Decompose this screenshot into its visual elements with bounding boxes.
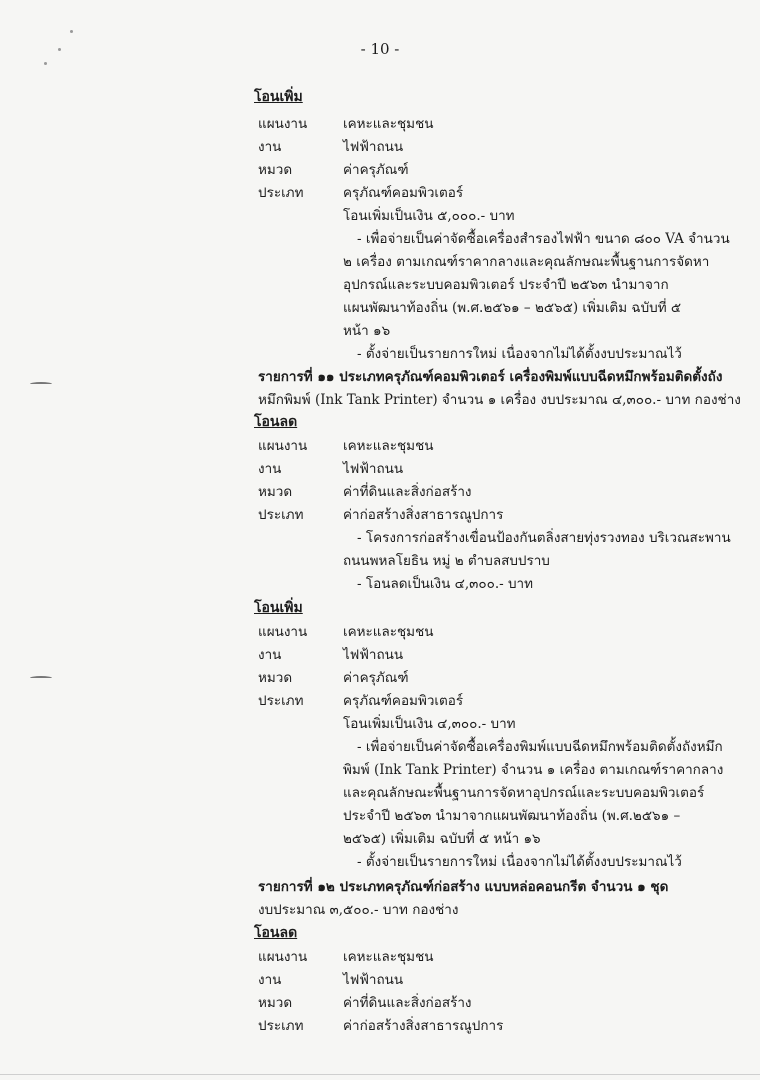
body-line: โอนเพิ่มเป็นเงิน ๕,๐๐๐.- บาท [343, 208, 515, 224]
field-row [258, 643, 403, 665]
field-row [258, 181, 463, 203]
field-row [258, 480, 472, 502]
field-label: งาน [258, 647, 282, 663]
body-line: ถนนพหลโยธิน หมู่ ๒ ตำบลสบปราบ [343, 553, 550, 569]
body-line: หน้า ๑๖ [343, 323, 391, 339]
field-row [258, 434, 433, 456]
field-value: เคหะและชุมชน [343, 949, 434, 965]
field-label: แผนงาน [258, 116, 308, 132]
body-line: - ตั้งจ่ายเป็นรายการใหม่ เนื่องจากไม่ได้ตั้งงบประมาณไว้ [357, 854, 682, 870]
field-label: แผนงาน [258, 949, 308, 965]
field-label: ประเภท [258, 185, 304, 201]
field-value: ค่าครุภัณฑ์ [343, 162, 409, 178]
field-row [258, 112, 433, 134]
field-row [258, 991, 472, 1013]
body-line: ๒ เครื่อง ตามเกณฑ์ราคากลางและคุณลักษณะพื้นฐานการจัดหา [343, 254, 710, 270]
body-line: - เพื่อจ่ายเป็นค่าจัดซื้อเครื่องสำรองไฟฟ้า ขนาด ๘๐๐ VA จำนวน [357, 231, 730, 247]
body-line: ๒๕๖๕) เพิ่มเติม ฉบับที่ ๕ หน้า ๑๖ [343, 831, 541, 847]
body-line: โอนเพิ่มเป็นเงิน ๔,๓๐๐.- บาท [343, 716, 516, 732]
field-value: ค่าก่อสร้างสิ่งสาธารณูปการ [343, 507, 504, 523]
item-title: หมึกพิมพ์ (Ink Tank Printer) จำนวน ๑ เครื่อง งบประมาณ ๔,๓๐๐.- บาท กองช่าง [258, 392, 741, 408]
field-value: ไฟฟ้าถนน [343, 647, 404, 663]
page-number: - 10 - [360, 40, 400, 58]
field-row [258, 503, 503, 525]
section-heading: โอนลด [254, 925, 298, 941]
field-value: ค่าที่ดินและสิ่งก่อสร้าง [343, 484, 472, 500]
page-bottom-edge [0, 1074, 760, 1075]
field-row [258, 666, 409, 688]
field-label: หมวด [258, 162, 293, 178]
body-line: และคุณลักษณะพื้นฐานการจัดหาอุปกรณ์และระบบคอมพิวเตอร์ [343, 785, 705, 801]
section-heading: โอนเพิ่ม [254, 600, 303, 616]
item-title: รายการที่ ๑๒ ประเภทครุภัณฑ์ก่อสร้าง แบบหล่อคอนกรีต จำนวน ๑ ชุด [258, 879, 669, 895]
field-row [258, 968, 403, 990]
field-value: ค่าก่อสร้างสิ่งสาธารณูปการ [343, 1018, 504, 1034]
scan-speck [44, 62, 47, 65]
field-label: แผนงาน [258, 438, 308, 454]
field-value: เคหะและชุมชน [343, 438, 434, 454]
field-row [258, 945, 433, 967]
body-line: - โครงการก่อสร้างเขื่อนป้องกันตลิ่งสายทุ่งรวงทอง บริเวณสะพาน [357, 530, 731, 546]
punch-mark [30, 382, 52, 386]
body-line: - ตั้งจ่ายเป็นรายการใหม่ เนื่องจากไม่ได้ตั้งงบประมาณไว้ [357, 346, 682, 362]
field-label: ประเภท [258, 693, 304, 709]
field-label: หมวด [258, 670, 293, 686]
field-label: หมวด [258, 484, 293, 500]
scan-speck [70, 30, 73, 33]
field-value: ค่าที่ดินและสิ่งก่อสร้าง [343, 995, 472, 1011]
field-label: ประเภท [258, 1018, 304, 1034]
field-row [258, 135, 403, 157]
field-label: ประเภท [258, 507, 304, 523]
field-row [258, 620, 433, 642]
field-label: แผนงาน [258, 624, 308, 640]
field-label: งาน [258, 461, 282, 477]
body-line: - เพื่อจ่ายเป็นค่าจัดซื้อเครื่องพิมพ์แบบฉีดหมึกพร้อมติดตั้งถังหมึก [357, 739, 723, 755]
body-line: - โอนลดเป็นเงิน ๔,๓๐๐.- บาท [357, 576, 534, 592]
field-value: ไฟฟ้าถนน [343, 139, 404, 155]
field-value: ค่าครุภัณฑ์ [343, 670, 409, 686]
section-heading: โอนลด [254, 414, 298, 430]
section-heading: โอนเพิ่ม [254, 89, 303, 105]
field-value: ไฟฟ้าถนน [343, 461, 404, 477]
field-value: ไฟฟ้าถนน [343, 972, 404, 988]
item-title: รายการที่ ๑๑ ประเภทครุภัณฑ์คอมพิวเตอร์ เครื่องพิมพ์แบบฉีดหมึกพร้อมติดตั้งถัง [258, 369, 723, 385]
item-title: งบประมาณ ๓,๕๐๐.- บาท กองช่าง [258, 902, 459, 918]
field-value: เคหะและชุมชน [343, 116, 434, 132]
field-label: งาน [258, 139, 282, 155]
body-line: ประจำปี ๒๕๖๓ นำมาจากแผนพัฒนาท้องถิ่น (พ.ศ.๒๕๖๑ – [343, 808, 681, 824]
field-value: ครุภัณฑ์คอมพิวเตอร์ [343, 693, 464, 709]
punch-mark [30, 676, 52, 680]
field-value: ครุภัณฑ์คอมพิวเตอร์ [343, 185, 464, 201]
body-line: พิมพ์ (Ink Tank Printer) จำนวน ๑ เครื่อง ตามเกณฑ์ราคากลาง [343, 762, 724, 778]
field-value: เคหะและชุมชน [343, 624, 434, 640]
field-label: งาน [258, 972, 282, 988]
body-line: อุปกรณ์และระบบคอมพิวเตอร์ ประจำปี ๒๕๖๓ นำมาจาก [343, 277, 669, 293]
body-line: แผนพัฒนาท้องถิ่น (พ.ศ.๒๕๖๑ – ๒๕๖๕) เพิ่มเติม ฉบับที่ ๕ [343, 300, 682, 316]
field-label: หมวด [258, 995, 293, 1011]
field-row [258, 689, 463, 711]
field-row [258, 1014, 503, 1036]
field-row [258, 457, 403, 479]
field-row [258, 158, 409, 180]
